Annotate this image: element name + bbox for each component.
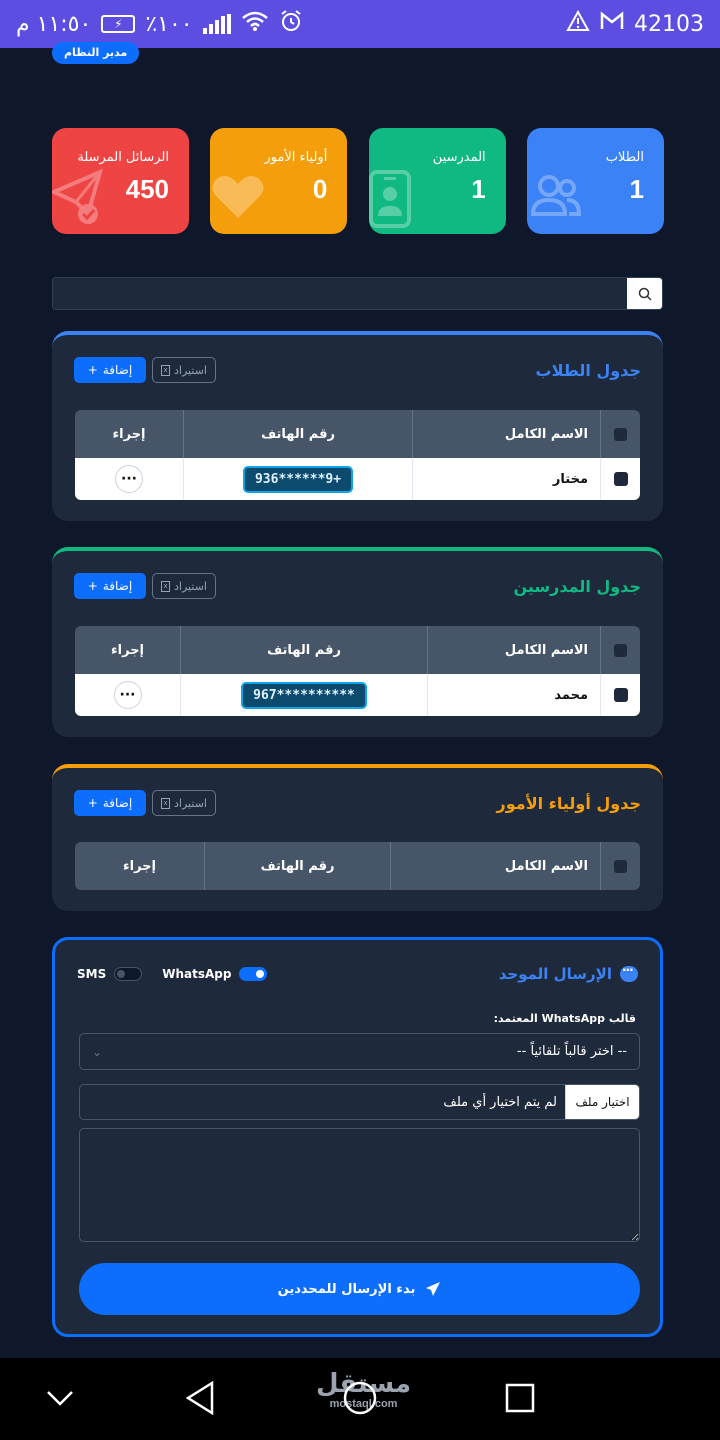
select-all-checkbox[interactable]: [614, 860, 627, 873]
stat-card-messages: [52, 128, 189, 234]
watermark-latin: mostaql.com: [329, 1398, 398, 1410]
row-select-cell: [600, 458, 640, 500]
card-header: [74, 573, 641, 603]
column-header-action: إجراء: [112, 426, 146, 442]
column-header-phone: رقم الهاتف: [180, 626, 427, 674]
column-header-name: الاسم الكامل: [412, 410, 600, 458]
watermark-arabic: مستقل: [316, 1369, 412, 1399]
stat-label: أولياء الأمور: [264, 150, 328, 165]
add-teacher-button[interactable]: [74, 573, 146, 599]
chevron-down-icon: ⌄: [92, 1044, 103, 1059]
add-parent-button[interactable]: [74, 790, 146, 816]
select-all-cell: [600, 626, 640, 674]
id-badge-icon: [369, 168, 425, 234]
choose-file-button[interactable]: اختيار ملف: [565, 1085, 639, 1119]
back-triangle-icon: [185, 1381, 215, 1415]
row-menu-button[interactable]: ···: [115, 465, 143, 493]
table-row: [75, 458, 640, 500]
button-label: إضافة: [102, 796, 133, 810]
excel-file-icon: x: [161, 365, 170, 376]
heart-icon: [210, 168, 266, 228]
sms-toggle[interactable]: [114, 967, 142, 981]
plus-icon: +: [87, 363, 98, 377]
gmail-icon: [600, 11, 624, 37]
app-header: [0, 48, 720, 78]
template-label: قالب WhatsApp المعتمد:: [493, 1012, 636, 1025]
search-icon: [638, 287, 652, 301]
select-all-checkbox[interactable]: [614, 428, 627, 441]
channel-toggles: [77, 967, 267, 981]
import-parents-button[interactable]: [152, 790, 216, 816]
cell-name: محمد: [427, 674, 600, 716]
cell-phone: [180, 674, 427, 716]
stats-row: [52, 128, 664, 234]
battery-icon: ⚡: [101, 15, 135, 33]
button-label: بدء الإرسال للمحددين: [277, 1281, 416, 1297]
file-input[interactable]: [79, 1084, 640, 1120]
stat-label: الطلاب: [605, 150, 644, 165]
battery-level: ٪١٠٠: [145, 11, 193, 37]
table-header-row: [75, 626, 640, 674]
paper-plane-check-icon: [52, 168, 108, 228]
stat-label: الرسائل المرسلة: [77, 150, 169, 165]
excel-file-icon: x: [161, 581, 170, 592]
android-nav-bar: [0, 1358, 720, 1440]
nav-back-button[interactable]: [180, 1378, 220, 1418]
chat-icon: [620, 966, 638, 982]
table-header-row: [75, 842, 640, 890]
search-bar: [52, 277, 663, 310]
alarm-icon: [279, 9, 303, 39]
button-label: استيراد: [174, 796, 207, 810]
row-select-cell: [600, 674, 640, 716]
select-all-cell: [600, 842, 640, 890]
stat-label: المدرسين: [432, 150, 486, 165]
column-header-name: الاسم الكامل: [427, 626, 600, 674]
home-circle-icon: [342, 1380, 378, 1416]
cell-action: [75, 458, 183, 500]
cell-phone: [183, 458, 412, 500]
status-time: ١١:٥٠ م: [16, 11, 92, 37]
file-status: لم يتم اختيار أي ملف: [443, 1094, 557, 1110]
plus-icon: +: [87, 579, 98, 593]
parents-card: [52, 764, 663, 911]
row-checkbox[interactable]: [614, 472, 628, 486]
status-bar-right: [566, 10, 704, 38]
stat-value: 0: [312, 174, 328, 204]
students-card: [52, 331, 663, 521]
role-badge: مدير النظام: [52, 42, 139, 64]
chevron-down-icon: [46, 1388, 74, 1408]
import-teachers-button[interactable]: [152, 573, 216, 599]
cell-name: مختار: [412, 458, 600, 500]
stat-card-parents: [210, 128, 347, 234]
card-header: [74, 357, 641, 387]
import-students-button[interactable]: [152, 357, 216, 383]
column-header-action: إجراء: [111, 642, 145, 658]
stat-card-students: [527, 128, 664, 234]
phone-badge: **********967: [241, 682, 367, 709]
sms-label: SMS: [77, 967, 107, 981]
stat-value: 1: [629, 174, 644, 204]
status-bar-left: [16, 9, 303, 39]
cell-action: [75, 674, 180, 716]
teachers-card: [52, 547, 663, 737]
start-send-button[interactable]: [79, 1263, 640, 1315]
column-header-name: الاسم الكامل: [390, 842, 600, 890]
add-student-button[interactable]: [74, 357, 146, 383]
parents-table: [75, 842, 640, 890]
send-title: [499, 965, 638, 983]
plus-icon: +: [87, 796, 98, 810]
wifi-icon: [241, 10, 269, 38]
select-all-cell: [600, 410, 640, 458]
table-header-row: [75, 410, 640, 458]
nav-collapse-button[interactable]: [40, 1378, 80, 1418]
search-button[interactable]: [627, 278, 662, 309]
warning-icon: [566, 10, 590, 38]
whatsapp-toggle[interactable]: [239, 967, 267, 981]
nav-home-button[interactable]: [340, 1378, 380, 1418]
students-table: [75, 410, 640, 500]
whatsapp-label: WhatsApp: [162, 967, 232, 981]
card-title: جدول المدرسين: [513, 577, 641, 596]
column-header-phone: رقم الهاتف: [183, 410, 412, 458]
stat-value: 450: [125, 174, 169, 204]
select-all-checkbox[interactable]: [614, 644, 627, 657]
row-menu-button[interactable]: ···: [114, 681, 142, 709]
stat-card-teachers: [369, 128, 506, 234]
status-bar: [0, 0, 720, 48]
column-header-action: إجراء: [123, 858, 157, 874]
button-label: استيراد: [174, 579, 207, 593]
button-label: استيراد: [174, 363, 207, 377]
column-header-phone: رقم الهاتف: [204, 842, 390, 890]
notification-count: 42103: [634, 11, 704, 37]
teachers-table: [75, 626, 640, 716]
signal-icon: [203, 14, 231, 34]
phone-badge: +9******936: [243, 466, 353, 493]
send-title-text: الإرسال الموحد: [498, 965, 612, 983]
row-checkbox[interactable]: [614, 688, 628, 702]
card-header: [74, 790, 641, 820]
users-icon: [527, 168, 583, 228]
nav-recents-button[interactable]: [500, 1378, 540, 1418]
search-input[interactable]: [53, 278, 627, 309]
template-selected: -- اختر قالباً تلقائياً --: [516, 1044, 627, 1059]
recents-square-icon: [505, 1383, 535, 1413]
stat-value: 1: [471, 174, 486, 204]
excel-file-icon: x: [161, 798, 170, 809]
paper-plane-icon: [425, 1281, 441, 1297]
message-textarea[interactable]: [79, 1128, 640, 1242]
table-row: [75, 674, 640, 716]
unified-send-card: [52, 937, 663, 1337]
template-select[interactable]: [79, 1033, 640, 1070]
button-label: إضافة: [102, 363, 133, 377]
button-label: إضافة: [102, 579, 133, 593]
card-title: جدول أولياء الأمور: [496, 794, 641, 813]
card-title: جدول الطلاب: [535, 361, 641, 380]
